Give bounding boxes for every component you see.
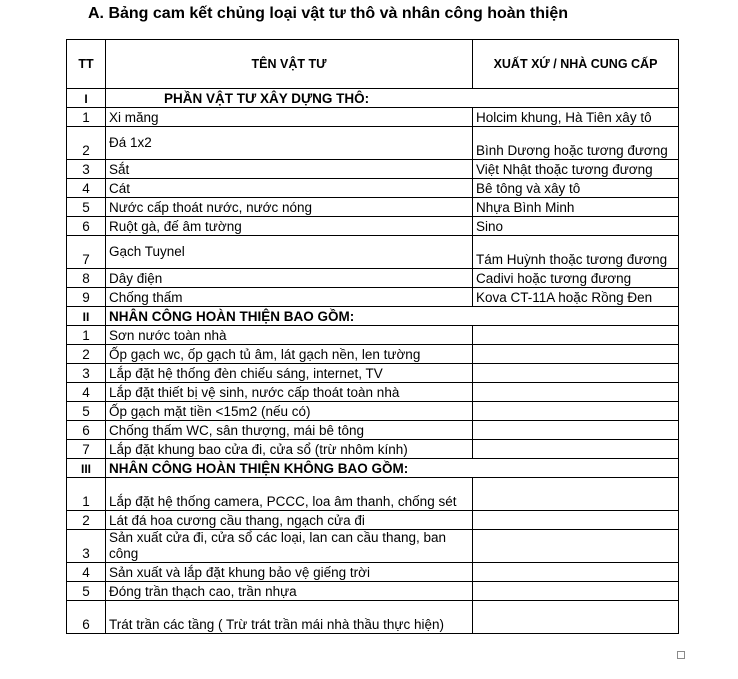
- item-name: Chống thấm: [106, 288, 473, 307]
- row-number: 2: [67, 345, 106, 364]
- section-numeral: II: [67, 307, 106, 326]
- item-origin: Bình Dương hoặc tương đương: [473, 127, 679, 160]
- item-origin: [473, 421, 679, 440]
- table-row: [67, 364, 679, 383]
- item-name: Ruột gà, đế âm tường: [106, 217, 473, 236]
- item-origin: [473, 440, 679, 459]
- section-numeral: I: [67, 89, 106, 108]
- item-origin: [473, 402, 679, 421]
- item-name: Ốp gạch wc, ốp gạch tủ âm, lát gạch nền, len tường: [106, 345, 473, 364]
- row-number: 3: [67, 160, 106, 179]
- item-name: Lắp đặt hệ thống đèn chiếu sáng, internet, TV: [106, 364, 473, 383]
- table-row: [67, 160, 679, 179]
- item-origin: [473, 383, 679, 402]
- row-number: 1: [67, 326, 106, 345]
- item-origin: Sino: [473, 217, 679, 236]
- table-row: [67, 326, 679, 345]
- item-name: Ốp gạch mặt tiền <15m2 (nếu có): [106, 402, 473, 421]
- item-name: Cát: [106, 179, 473, 198]
- table-row: [67, 345, 679, 364]
- row-number: 6: [67, 421, 106, 440]
- document-title: A. Bảng cam kết chủng loại vật tư thô và nhân công hoàn thiện: [88, 5, 569, 22]
- item-origin: Holcim khung, Hà Tiên xây tô: [473, 108, 679, 127]
- row-number: 2: [67, 127, 106, 160]
- row-number: 1: [67, 478, 106, 511]
- row-number: 7: [67, 236, 106, 269]
- item-name: Sắt: [106, 160, 473, 179]
- item-origin: Tám Huỳnh thoặc tương đương: [473, 236, 679, 269]
- table-resize-handle[interactable]: [677, 651, 685, 659]
- row-number: 3: [67, 364, 106, 383]
- item-origin: Nhựa Bình Minh: [473, 198, 679, 217]
- item-origin: [473, 478, 679, 511]
- item-origin: [473, 563, 679, 582]
- table-row: [67, 179, 679, 198]
- item-name: Lát đá hoa cương cầu thang, ngạch cửa đi: [106, 511, 473, 530]
- header-tt: TT: [67, 40, 106, 89]
- table-row: [67, 236, 679, 269]
- table-row: [67, 217, 679, 236]
- row-number: 5: [67, 402, 106, 421]
- item-name: Trát trần các tầng ( Trừ trát trần mái nhà thầu thực hiện): [106, 601, 473, 634]
- header-name: TÊN VẬT TƯ: [106, 40, 473, 89]
- row-number: 4: [67, 563, 106, 582]
- item-name: Lắp đặt hệ thống camera, PCCC, loa âm thanh, chống sét: [106, 478, 473, 511]
- item-origin: Cadivi hoặc tương đương: [473, 269, 679, 288]
- item-name: Lắp đặt khung bao cửa đi, cửa sổ (trừ nhôm kính): [106, 440, 473, 459]
- row-number: 5: [67, 198, 106, 217]
- section-title: NHÂN CÔNG HOÀN THIỆN KHÔNG BAO GỒM:: [106, 459, 679, 478]
- row-number: 1: [67, 108, 106, 127]
- item-origin: [473, 582, 679, 601]
- row-number: 7: [67, 440, 106, 459]
- table-row: [67, 511, 679, 530]
- item-origin: [473, 345, 679, 364]
- table-row: [67, 421, 679, 440]
- commitment-table: [66, 39, 679, 634]
- item-name: Đá 1x2: [106, 127, 473, 160]
- item-name: Sản xuất cửa đi, cửa sổ các loại, lan can cầu thang, ban công: [106, 530, 473, 563]
- table-row: [67, 108, 679, 127]
- item-name: Xi măng: [106, 108, 473, 127]
- section-title: PHẦN VẬT TƯ XÂY DỰNG THÔ:: [106, 89, 679, 108]
- item-origin: [473, 364, 679, 383]
- header-origin: XUẤT XỨ / NHÀ CUNG CẤP: [473, 40, 679, 89]
- section-title: NHÂN CÔNG HOÀN THIỆN BAO GỒM:: [106, 307, 679, 326]
- row-number: 4: [67, 179, 106, 198]
- item-origin: Bê tông và xây tô: [473, 179, 679, 198]
- item-name: Chống thấm WC, sân thượng, mái bê tông: [106, 421, 473, 440]
- section-row: [67, 89, 679, 108]
- table-row: [67, 601, 679, 634]
- table-row: [67, 402, 679, 421]
- row-number: 5: [67, 582, 106, 601]
- row-number: 2: [67, 511, 106, 530]
- table-row: [67, 198, 679, 217]
- table-row: [67, 582, 679, 601]
- item-name: Đóng trần thạch cao, trần nhựa: [106, 582, 473, 601]
- section-row: [67, 459, 679, 478]
- header-row: [67, 40, 679, 89]
- item-origin: Việt Nhật thoặc tương đương: [473, 160, 679, 179]
- row-number: 4: [67, 383, 106, 402]
- item-origin: [473, 326, 679, 345]
- row-number: 6: [67, 601, 106, 634]
- row-number: 6: [67, 217, 106, 236]
- table-row: [67, 383, 679, 402]
- item-name: Lắp đặt thiết bị vệ sinh, nước cấp thoát toàn nhà: [106, 383, 473, 402]
- table-row: [67, 478, 679, 511]
- table-row: [67, 127, 679, 160]
- table-row: [67, 563, 679, 582]
- item-name: Sản xuất và lắp đặt khung bảo vệ giếng trời: [106, 563, 473, 582]
- section-numeral: III: [67, 459, 106, 478]
- table-row: [67, 440, 679, 459]
- item-origin: Kova CT-11A hoặc Rồng Đen: [473, 288, 679, 307]
- row-number: 9: [67, 288, 106, 307]
- row-number: 8: [67, 269, 106, 288]
- table-row: [67, 288, 679, 307]
- item-name: Dây điện: [106, 269, 473, 288]
- item-name: Gạch Tuynel: [106, 236, 473, 269]
- section-row: [67, 307, 679, 326]
- item-name: Nước cấp thoát nước, nước nóng: [106, 198, 473, 217]
- item-origin: [473, 530, 679, 563]
- table-row: [67, 269, 679, 288]
- row-number: 3: [67, 530, 106, 563]
- item-origin: [473, 601, 679, 634]
- item-name: Sơn nước toàn nhà: [106, 326, 473, 345]
- item-origin: [473, 511, 679, 530]
- table-row: [67, 530, 679, 563]
